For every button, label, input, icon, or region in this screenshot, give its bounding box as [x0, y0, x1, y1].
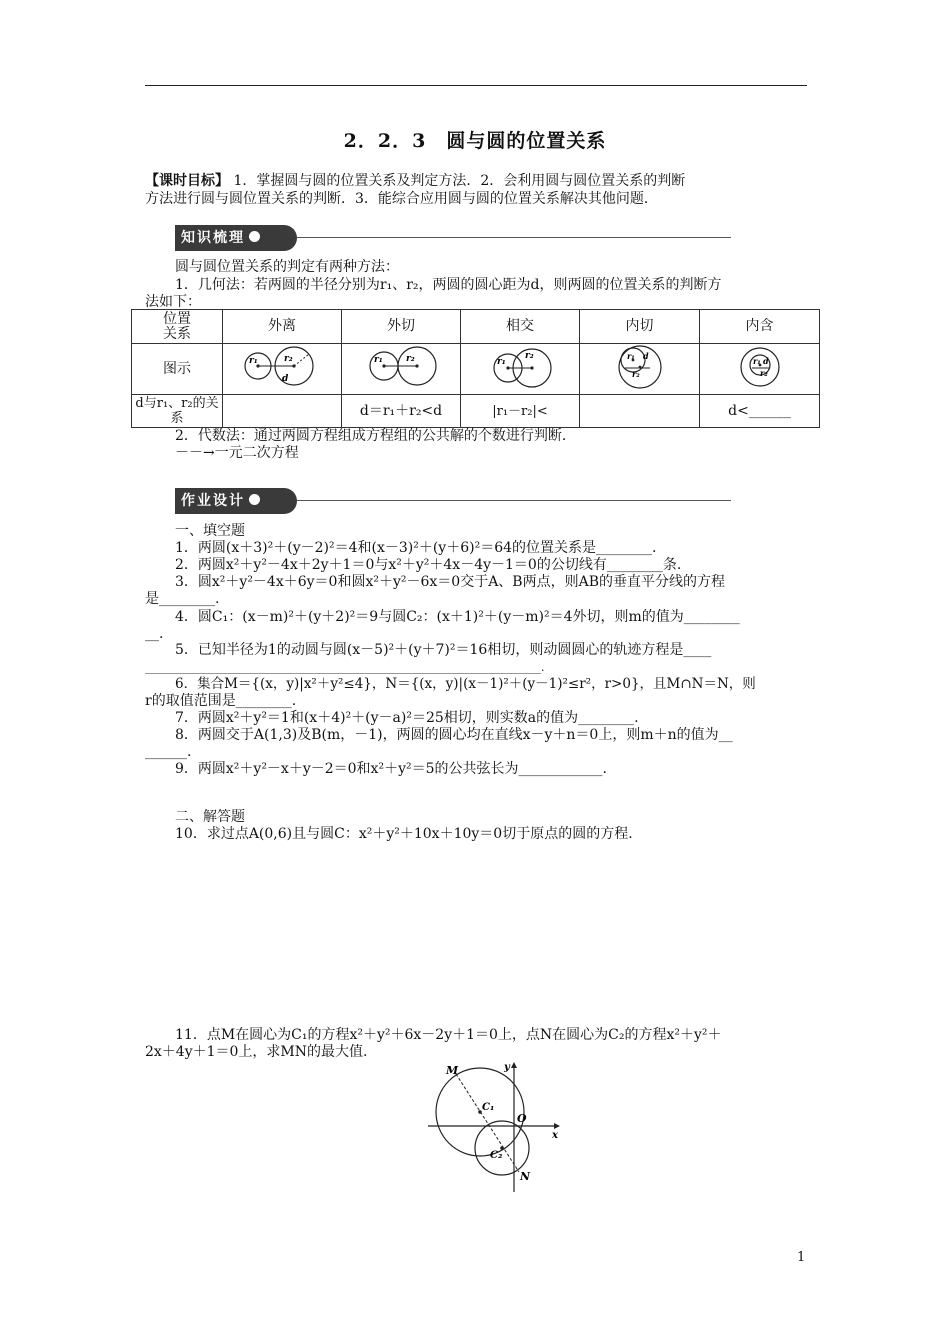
label-o: O	[517, 1112, 527, 1125]
question-8b: ______.	[145, 744, 192, 760]
internal-tangent-diagram	[600, 344, 680, 390]
objectives-line-2: 方法进行圆与圆位置关系的判断．3．能综合应用圆与圆的位置关系解决其他问题．	[145, 191, 658, 207]
table-header-cell: 外离	[223, 310, 342, 344]
method2-arrow: －－→一元二次方程	[175, 445, 299, 461]
svg-text:r₁: r₁	[626, 351, 635, 361]
table-row	[132, 395, 820, 428]
label-m: M	[446, 1064, 459, 1077]
svg-text:r₂: r₂	[406, 354, 415, 364]
table-cell	[223, 395, 342, 428]
question-5b: ________________________________________________________________________.	[145, 661, 545, 674]
svg-text:d: d	[282, 374, 289, 384]
x-axis-arrow-icon	[554, 1123, 560, 1129]
objectives-label: 【课时目标】	[145, 173, 229, 189]
question-3b: 是________.	[145, 591, 220, 607]
label-x: x	[552, 1130, 558, 1141]
solve-heading: 二、解答题	[175, 809, 245, 825]
svg-text:d: d	[642, 351, 649, 361]
label-n: N	[520, 1170, 531, 1183]
question-8a: 8．两圆交于A(1,3)及B(m，－1)，两圆的圆心均在直线x－y＋n＝0上，则m＋n的值为__	[175, 727, 733, 743]
question-7: 7．两圆x²＋y²＝1和(x＋4)²＋(y－a)²＝25相切，则实数a的值为________.	[175, 710, 639, 726]
table-cell: d<______	[700, 395, 820, 428]
svg-text:r₂: r₂	[525, 351, 534, 361]
svg-text:r₂: r₂	[631, 369, 640, 379]
svg-text:r₂: r₂	[759, 368, 768, 378]
svg-text:r₁: r₁	[497, 357, 506, 367]
table-header-cell: 相交	[461, 310, 580, 344]
fill-heading: 一、填空题	[175, 523, 245, 539]
question-5a: 5．已知半径为1的动圆与圆(x－5)²＋(y＋7)²＝16相切，则动圆圆心的轨迹方程是____	[175, 642, 712, 658]
method2-line: 2．代数法：通过两圆方程组成方程组的公共解的个数进行判断．	[175, 428, 576, 444]
circles-figure	[420, 1060, 570, 1195]
banner-dot-icon	[249, 494, 260, 505]
diagram-intersect	[461, 344, 580, 395]
segment-mn	[456, 1074, 519, 1172]
table-cell: |r₁－r₂|<	[461, 395, 580, 428]
objectives-line-1: 【课时目标】 1．掌握圆与圆的位置关系及判定方法．2．会利用圆与圆位置关系的判断	[145, 173, 686, 189]
method1-line-a: 1．几何法：若两圆的半径分别为r₁、r₂，两圆的圆心距为d，则两圆的位置关系的判断方	[175, 277, 722, 293]
intersecting-circles-diagram	[480, 344, 560, 390]
table-row	[132, 344, 820, 395]
diagram-internal-tangent	[580, 344, 700, 395]
table-header-cell: 内含	[700, 310, 820, 344]
svg-text:r₂: r₂	[284, 354, 293, 364]
question-11b: 2x＋4y＋1＝0上，求MN的最大值.	[145, 1044, 368, 1060]
table-row	[132, 310, 820, 344]
question-6b: r的取值范围是________.	[145, 693, 297, 709]
question-2: 2．两圆x²＋y²－4x＋2y＋1＝0与x²＋y²＋4x－4y－1＝0的公切线有________条.	[175, 557, 682, 573]
table-cell: d＝r₁＋r₂<d	[342, 395, 461, 428]
page-number: 1	[797, 1250, 806, 1265]
table-header-cell: 外切	[342, 310, 461, 344]
label-y: y	[504, 1062, 510, 1073]
svg-text:r₁: r₁	[752, 356, 761, 366]
label-c1: C₁	[482, 1102, 495, 1113]
table-row-label: 图示	[132, 344, 223, 395]
method1-line-b: 法如下：	[145, 294, 201, 310]
table-header-cell: 内切	[580, 310, 700, 344]
question-4b: __.	[145, 626, 164, 642]
external-tangent-diagram	[361, 344, 441, 390]
question-3a: 3．圆x²＋y²－4x＋6y＝0和圆x²＋y²－6x＝0交于A、B两点，则AB的垂直平分线的方程	[175, 574, 725, 590]
table-row-label: d与r₁、r₂的关系	[132, 395, 223, 428]
page-title: 2．2．3 圆与圆的位置关系	[343, 130, 607, 152]
question-9: 9．两圆x²＋y²－x＋y－2＝0和x²＋y²＝5的公共弦长为____________.	[175, 761, 607, 777]
separate-circles-diagram	[242, 344, 322, 390]
label-c2: C₂	[490, 1150, 503, 1161]
diagram-separate	[223, 344, 342, 395]
contained-circles-diagram	[720, 344, 800, 390]
top-rule	[145, 85, 807, 86]
y-axis-arrow-icon	[511, 1062, 517, 1068]
svg-text:r₁: r₁	[374, 355, 383, 365]
question-6a: 6．集合M＝{(x，y)|x²＋y²≤4}，N＝{(x，y)|(x－1)²＋(y－1)²≤r²，r>0}，且M∩N＝N，则	[175, 676, 756, 692]
diagram-external-tangent	[342, 344, 461, 395]
question-4a: 4．圆C₁：(x－m)²＋(y＋2)²＝9与圆C₂：(x＋1)²＋(y－m)²＝4外切，则m的值为________	[175, 609, 740, 625]
knowledge-intro: 圆与圆位置关系的判定有两种方法：	[175, 259, 399, 275]
position-table	[131, 309, 820, 428]
table-cell	[580, 395, 700, 428]
table-header-cell: 位置关系	[132, 310, 223, 344]
svg-text:r₁: r₁	[249, 356, 258, 366]
svg-text:d: d	[762, 356, 769, 366]
banner-dot-icon	[249, 231, 260, 242]
question-11a: 11．点M在圆心为C₁的方程x²＋y²＋6x－2y＋1＝0上，点N在圆心为C₂的方程x²＋y²＋	[175, 1027, 722, 1043]
diagram-contain	[700, 344, 820, 395]
question-1: 1．两圆(x＋3)²＋(y－2)²＝4和(x－3)²＋(y＋6)²＝64的位置关系是________.	[175, 540, 657, 556]
question-10: 10．求过点A(0,6)且与圆C：x²＋y²＋10x＋10y＝0切于原点的圆的方程.	[175, 826, 633, 842]
